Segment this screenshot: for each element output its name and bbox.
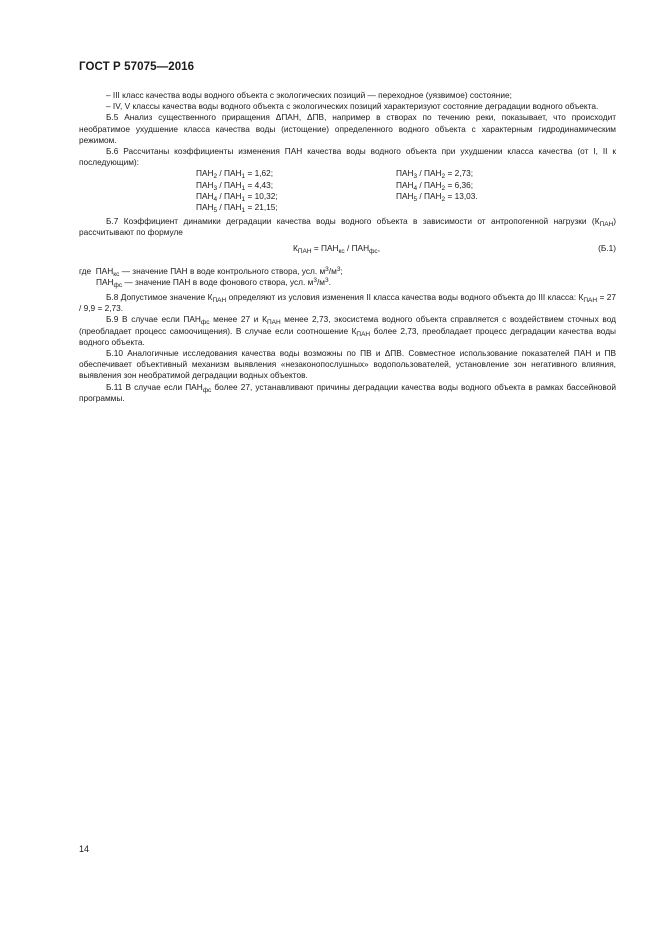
page-number: 14 bbox=[79, 844, 90, 854]
ratio-list bbox=[196, 168, 616, 213]
paragraph-b11: Б.11 В случае если $ПАН_{фс}$ более 27, устанавливают причины деградации качества воды водного объекта в рамках бассейновой программы. bbox=[79, 381, 616, 403]
ratio-item: $ПАН_5 / ПАН_1 = 21,15$; bbox=[196, 201, 278, 214]
formula-b1 bbox=[79, 243, 616, 256]
paragraph-b7: Б.7 Коэффициент динамики деградации качества воды водного объекта в зависимости от антропогенной нагрузки $(К_{ПАН})$ рассчитывают по формуле bbox=[79, 216, 616, 238]
definition-fc: $ПАН_{фс}$ — значение ПАН в воде фонового створа, усл. $м^3/м^3$. bbox=[96, 276, 331, 289]
paragraph-b8: Б.8 Допустимое значение $К_{ПАН}$ определяют из условия изменения II класса качества воды водного объекта до III класса: $К_{ПАН} = 27 / 9,9 = 2,73$. bbox=[79, 291, 616, 314]
ratio-item: $ПАН_4 / ПАН_1 = 10,32$; bbox=[196, 190, 278, 203]
document-body bbox=[79, 90, 616, 404]
ratio-item: $ПАН_5 / ПАН_2 = 13,03$. bbox=[396, 190, 478, 203]
formula-number: (Б.1) bbox=[598, 242, 616, 253]
definition-kc: где $ПАН_{кс}$ — значение ПАН в воде контрольного створа, усл. $м^3/м^3$; bbox=[79, 265, 343, 278]
document-header: ГОСТ Р 57075—2016 bbox=[79, 61, 195, 73]
ratio-item: $ПАН_3 / ПАН_1 = 4,43$; bbox=[196, 179, 274, 192]
paragraph-b5: Б.5 Анализ существенного приращения ΔПАН, ΔПВ, например в створах по течению реки, показывает, что происходит необратимое ухудшение класса качества воды (истощение) определенного водного объекта с характерным гидродинамическим режимом. bbox=[79, 112, 616, 145]
ratio-item: $ПАН_4 / ПАН_2 = 6,36$; bbox=[396, 179, 474, 192]
ratio-item: $ПАН_2 / ПАН_1 = 1,62$; bbox=[196, 168, 274, 181]
paragraph-b10: Б.10 Аналогичные исследования качества воды возможны по ПВ и ΔПВ. Совместное использование показателей ПАН и ПВ обеспечивает объективный механизм выявления «незаконопослушных» водопользователей, установление зон негативного влияния, выявления зон необратимой деградации водных объектов. bbox=[79, 348, 616, 381]
paragraph-b9: Б.9 В случае если $ПАН_{фс}$ менее 27 и $К_{ПАН}$ менее 2,73, экосистема водного объекта справляется с воздействием сточных вод (преобладает процесс самоочищения). В случае если соотношение $К_{ПАН}$ более 2,73, преобладает процесс деградации качества воды водного объекта. bbox=[79, 314, 617, 347]
ratio-item: $ПАН_3 / ПАН_2 = 2,73$; bbox=[396, 168, 474, 181]
formula-expression: $К_{ПАН} = ПАН_{кс} / ПАН_{фс}$, bbox=[293, 242, 380, 255]
paragraph-b6: Б.6 Рассчитаны коэффициенты изменения ПАН качества воды водного объекта при ухудшении класса качества (от I, II к последующим): bbox=[79, 146, 616, 168]
bullet-item: – III класс качества воды водного объекта с экологических позиций — переходное (уязвимое) состояние; bbox=[106, 90, 512, 100]
bullet-item: – IV, V классы качества воды водного объекта с экологических позиций характеризуют состояние деградации водного объекта. bbox=[106, 101, 599, 112]
